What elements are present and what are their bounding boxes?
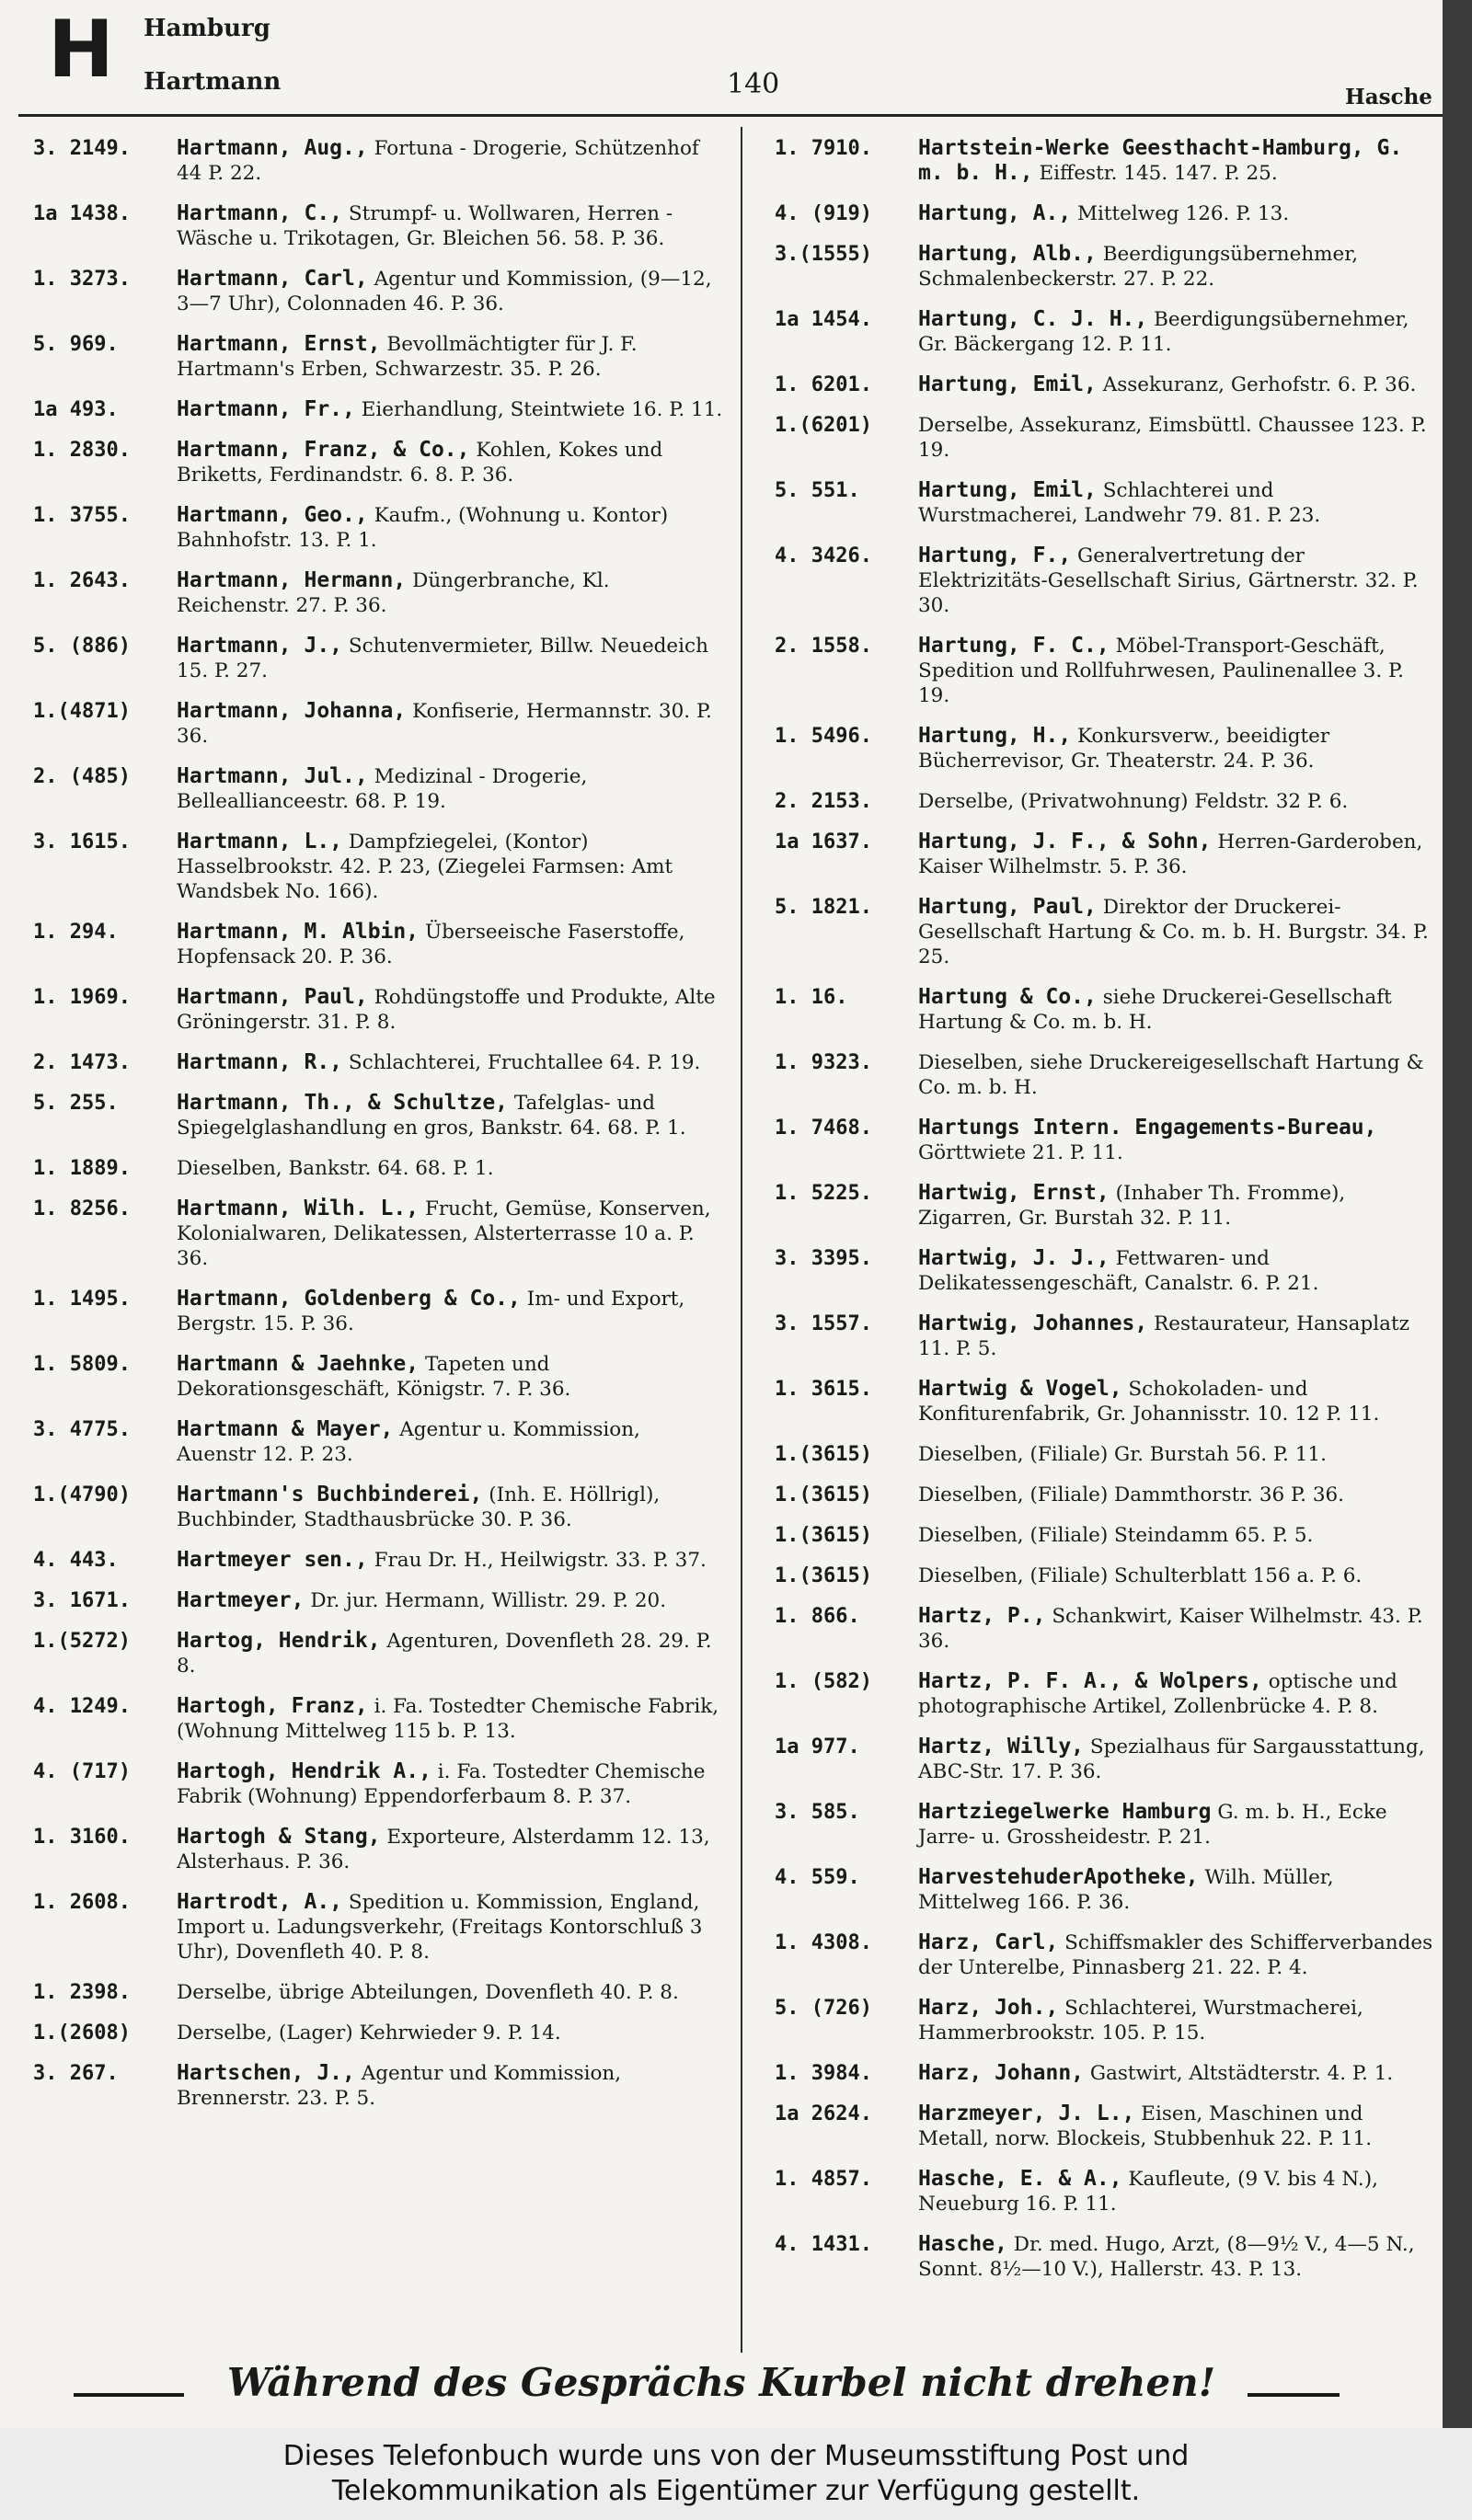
directory-entry [33,1156,723,1181]
phone-number: 4. 559. [775,1866,860,1889]
subscriber-name: Hartogh & Stang, [177,1825,381,1849]
subscriber-details: Möbel-Transport-Geschäft, Spedition und Rollfuhrwesen, Paulinenallee 3. P. 19. [918,635,1404,707]
directory-entry [775,372,1435,397]
subscriber-details: Schiffsmakler des Schifferverbandes der Unterelbe, Pinnasberg 21. 22. P. 4. [918,1931,1433,1979]
phone-number: 1.(4790) [33,1483,131,1506]
subscriber-details: Dieselben, Bankstr. 64. 68. P. 1. [177,1157,494,1180]
phone-number: 3. 1671. [33,1589,131,1612]
subscriber-details: Düngerbranche, Kl. Reichenstr. 27. P. 36. [177,569,610,617]
phone-number: 1. 5809. [33,1353,131,1376]
subscriber-details: Exporteure, Alsterdamm 12. 13, Alsterhaus. P. 36. [177,1826,710,1873]
subscriber-details: Eisen, Maschinen und Metall, norw. Blockeis, Stubbenhuk 22. P. 11. [918,2102,1373,2150]
page-number: 140 [727,68,780,100]
phone-number: 2. 1558. [775,635,872,658]
phone-number: 3. 1557. [775,1312,872,1335]
phone-number: 1. 866. [775,1605,860,1628]
subscriber-details: Fettwaren- und Delikatessengeschäft, Canalstr. 6. P. 21. [918,1247,1319,1295]
subscriber-name: Hartmann, R., [177,1050,343,1074]
directory-entry [775,1181,1435,1231]
subscriber-name: Hartmann, Jul., [177,764,368,788]
subscriber-name: Hartz, P., [918,1604,1046,1628]
directory-entry [33,634,723,683]
subscriber-name: Hartwig, J. J., [918,1246,1110,1270]
subscriber-details: Dr. jur. Hermann, Willistr. 29. P. 20. [310,1589,667,1612]
phone-number: 3. 1615. [33,830,131,853]
directory-entry [775,2167,1435,2216]
subscriber-details: Eiffestr. 145. 147. P. 25. [1039,162,1278,185]
directory-entry [775,1996,1435,2045]
phone-number: 3. 4775. [33,1418,131,1441]
phone-number: 4. 1249. [33,1695,131,1718]
directory-entry [775,242,1435,292]
subscriber-details: i. Fa. Tostedter Chemische Fabrik (Wohnung) Eppendorferbaum 8. P. 37. [177,1760,706,1808]
subscriber-name: Hartmann & Jaehnke, [177,1352,420,1376]
subscriber-details: Dieselben, siehe Druckereigesellschaft Hartung & Co. m. b. H. [918,1051,1424,1099]
phone-number: 1a 1637. [775,830,872,853]
header-rule [18,114,1443,117]
directory-entry [33,1759,723,1809]
directory-entry [775,1246,1435,1296]
phone-number: 3. 267. [33,2062,119,2085]
subscriber-name: Hartmann, Fr., [177,397,355,421]
subscriber-details: Tapeten und Dekorationsgeschäft, Königstr. 7. P. 36. [177,1353,571,1401]
footer-line-1: Dieses Telefonbuch wurde uns von der Museumsstiftung Post und [282,2440,1190,2472]
phone-number: 1a 977. [775,1735,860,1758]
subscriber-details: Dampfziegelei, (Kontor) Hasselbrookstr. 42. P. 23, (Ziegelei Farmsen: Amt Wandsbek No. 166). [177,830,673,903]
subscriber-name: Hartmann, Ernst, [177,332,381,356]
directory-entry [33,1694,723,1744]
subscriber-details: Wilh. Müller, Mittelweg 166. P. 36. [918,1866,1334,1914]
subscriber-details: (Inhaber Th. Fromme), Zigarren, Gr. Burstah 32. P. 11. [918,1182,1346,1230]
phone-number: 1. 3984. [775,2062,872,2085]
subscriber-name: Hartz, P. F. A., & Wolpers, [918,1669,1262,1693]
directory-entry [775,1604,1435,1654]
subscriber-name: Hartmann, Franz, & Co., [177,438,470,462]
subscriber-details: Schlachterei, Fruchtallee 64. P. 19. [348,1051,701,1074]
phone-number: 1. 8256. [33,1197,131,1220]
phone-number: 1. 3755. [33,504,131,527]
subscriber-name: Hartmann, Johanna, [177,699,407,723]
subscriber-name: Hartstein-Werke Geesthacht-Hamburg, G. m. b. H., [918,136,1403,185]
phone-number: 1. 2830. [33,439,131,462]
subscriber-name: Hartmann, J., [177,634,343,658]
phone-number: 4. 443. [33,1549,119,1572]
subscriber-details: Herren-Garderoben, Kaiser Wilhelmstr. 5. P. 36. [918,830,1423,878]
directory-entry [33,1091,723,1140]
directory-entry [33,568,723,618]
directory-entry [775,1564,1435,1588]
directory-entry [775,1050,1435,1100]
subscriber-details: Rohdüngstoffe und Produkte, Alte Gröningerstr. 31. P. 8. [177,986,716,1034]
subscriber-name: Hasche, [918,2232,1007,2256]
subscriber-name: Harz, Johann, [918,2061,1085,2085]
subscriber-name: Hartmann & Mayer, [177,1417,394,1441]
right-column [775,136,1435,2297]
directory-entry [33,2061,723,2111]
subscriber-details: Schlachterei, Wurstmacherei, Hammerbrookstr. 105. P. 15. [918,1997,1363,2045]
subscriber-details: Restaurateur, Hansaplatz 11. P. 5. [918,1312,1409,1360]
phone-number: 4. 1431. [775,2233,872,2256]
phone-number: 1. 2398. [33,1981,131,2004]
directory-entry [33,267,723,316]
directory-entry [775,830,1435,879]
phone-number: 4. (717) [33,1760,131,1783]
footer-line-2: Telekommunikation als Eigentümer zur Verfügung gestellt. [331,2475,1141,2507]
directory-entry [33,1629,723,1678]
subscriber-name: HarvestehuderApotheke, [918,1865,1199,1889]
phone-number: 5. 255. [33,1092,119,1115]
directory-entry [775,413,1435,463]
phone-number: 1.(3615) [775,1483,872,1506]
subscriber-name: Hartwig & Vogel, [918,1377,1122,1401]
directory-entry [775,1442,1435,1467]
subscriber-details: Bevollmächtigter für J. F. Hartmann's Erben, Schwarzestr. 35. P. 26. [177,333,638,381]
subscriber-details: Spezialhaus für Sargausstattung, ABC-Str. 17. P. 36. [918,1735,1425,1783]
subscriber-details: optische und photographische Artikel, Zollenbrücke 4. P. 8. [918,1670,1397,1718]
subscriber-details: Görttwiete 21. P. 11. [918,1141,1123,1164]
subscriber-name: Harz, Carl, [918,1930,1059,1954]
phone-number: 1. 294. [33,921,119,944]
subscriber-details: Beerdigungsübernehmer, Schmalenbeckerstr. 27. P. 22. [918,243,1359,291]
directory-entry [775,478,1435,528]
subscriber-details: Mittelweg 126. P. 13. [1077,202,1290,225]
phone-number: 5. 551. [775,479,860,502]
directory-entry [33,1050,723,1075]
directory-entry [33,503,723,553]
directory-entry [33,1287,723,1336]
phone-number: 1.(5272) [33,1630,131,1653]
directory-entry [775,1116,1435,1165]
subscriber-name: Hartziegelwerke Hamburg [918,1800,1212,1824]
subscriber-details: Schlachterei und Wurstmacherei, Landwehr 79. 81. P. 23. [918,479,1321,527]
phone-number: 1. 2643. [33,569,131,592]
subscriber-details: Agentur und Kommission, Brennerstr. 23. P. 5. [177,2062,622,2110]
subscriber-name: Harzmeyer, J. L., [918,2102,1135,2125]
subscriber-details: Agenturen, Dovenfleth 28. 29. P. 8. [177,1630,712,1678]
subscriber-name: Hartmann's Buchbinderei, [177,1483,483,1506]
directory-entry [33,985,723,1035]
directory-entry [33,699,723,749]
phone-number: 1. 3615. [775,1378,872,1401]
directory-entry [33,1890,723,1964]
phone-number: 1. 5225. [775,1182,872,1205]
phone-number: 3. 585. [775,1801,860,1824]
subscriber-details: Assekuranz, Gerhofstr. 6. P. 36. [1102,373,1417,396]
header-city: Hamburg [144,15,270,42]
directory-entry [775,201,1435,226]
subscriber-details: Fortuna - Drogerie, Schützenhof 44 P. 22. [177,137,699,185]
phone-number: 1.(3615) [775,1443,872,1466]
phone-number: 1. 4308. [775,1931,872,1954]
subscriber-name: Hartmeyer, [177,1588,305,1612]
subscriber-details: Derselbe, (Privatwohnung) Feldstr. 32 P. 6. [918,790,1349,813]
subscriber-details: Direktor der Druckerei-Gesellschaft Hartung & Co. m. b. H. Burgstr. 34. P. 25. [918,896,1429,968]
phone-number: 5. (726) [775,1997,872,2020]
subscriber-name: Hartmann, C., [177,201,343,225]
phone-number: 1. 16. [775,986,848,1009]
subscriber-details: Konfiserie, Hermannstr. 30. P. 36. [177,700,712,748]
subscriber-name: Hartwig, Ernst, [918,1181,1110,1205]
subscriber-details: Medizinal - Drogerie, Belleallianceestr. 68. P. 19. [177,765,588,813]
subscriber-name: Hartogh, Hendrik A., [177,1759,431,1783]
phone-number: 2. 2153. [775,790,872,813]
subscriber-name: Harz, Joh., [918,1996,1059,2020]
directory-entry [33,397,723,422]
subscriber-name: Hartmann, Paul, [177,985,368,1009]
subscriber-name: Hartung, F., [918,544,1072,567]
phone-number: 3.(1555) [775,243,872,266]
directory-entry [33,2021,723,2045]
directory-entry [775,136,1435,186]
phone-number: 1. 7910. [775,137,872,160]
subscriber-name: Hartmann, Carl, [177,267,368,291]
subscriber-name: Hartwig, Johannes, [918,1312,1148,1335]
directory-entry [33,1548,723,1573]
subscriber-name: Hartmann, Aug., [177,136,368,160]
subscriber-details: (Inh. E. Höllrigl), Buchbinder, Stadthausbrücke 30. P. 36. [177,1483,661,1531]
phone-number: 1. 9323. [775,1051,872,1074]
subscriber-details: i. Fa. Tostedter Chemische Fabrik, (Wohnung Mittelweg 115 b. P. 13. [177,1695,719,1743]
subscriber-details: Gastwirt, Altstädterstr. 4. P. 1. [1089,2062,1394,2085]
left-column [33,136,723,2126]
subscriber-name: Hartung, F. C., [918,634,1110,658]
phone-number: 1. 7468. [775,1117,872,1140]
subscriber-details: Tafelglas- und Spiegelglashandlung en gros, Bankstr. 64. 68. P. 1. [177,1092,686,1140]
subscriber-name: Hartz, Willy, [918,1735,1085,1758]
subscriber-name: Hartmann, Geo., [177,503,368,527]
subscriber-name: Hartmann, Th., & Schultze, [177,1091,509,1115]
directory-entry [775,2061,1435,2086]
subscriber-name: Hartmann, L., [177,830,343,853]
directory-entry [33,764,723,814]
subscriber-details: Dieselben, (Filiale) Schulterblatt 156 a. P. 6. [918,1564,1363,1587]
directory-entry [33,830,723,904]
subscriber-name: Hartmann, M. Albin, [177,920,420,944]
directory-entry [775,1523,1435,1548]
subscriber-details: Dieselben, (Filiale) Dammthorstr. 36 P. 36. [918,1483,1345,1506]
subscriber-name: Hartmann, Goldenberg & Co., [177,1287,521,1311]
phone-number: 1a 1454. [775,308,872,331]
subscriber-name: Hartung, Alb., [918,242,1097,266]
phone-number: 1. 3273. [33,268,131,291]
directory-entry [33,1980,723,2005]
header-first-name: Hartmann [144,68,282,96]
phone-number: 5. (886) [33,635,131,658]
subscriber-name: Hartung, Emil, [918,478,1097,502]
subscriber-details: Schankwirt, Kaiser Wilhelmstr. 43. P. 36. [918,1605,1423,1653]
subscriber-details: Agentur u. Kommission, Auenstr 12. P. 23. [177,1418,640,1466]
directory-entry [33,1483,723,1532]
phone-number: 1. 4857. [775,2168,872,2191]
subscriber-name: Hartung, A., [918,201,1072,225]
subscriber-name: Hartog, Hendrik, [177,1629,381,1653]
directory-entry [775,1800,1435,1850]
section-letter: H [48,4,114,96]
subscriber-name: Hartung, Paul, [918,895,1097,919]
phone-number: 4. 3426. [775,544,872,567]
footer-caption [0,2439,1472,2509]
phone-number: 2. (485) [33,765,131,788]
phone-number: 1a 493. [33,398,119,421]
phone-number: 5. 1821. [775,896,872,919]
subscriber-details: Konkursverw., beeidigter Bücherrevisor, Gr. Theaterstr. 24. P. 36. [918,725,1330,773]
phone-number: 5. 969. [33,333,119,356]
subscriber-details: Überseeische Faserstoffe, Hopfensack 20. P. 36. [177,921,685,968]
header-last-name: Hasche [1345,85,1432,109]
directory-entry [33,136,723,186]
subscriber-name: Hartmann, Hermann, [177,568,407,592]
phone-number: 4. (919) [775,202,872,225]
directory-entry [775,1483,1435,1507]
subscriber-name: Hartung, J. F., & Sohn, [918,830,1212,853]
directory-entry [775,1312,1435,1361]
subscriber-details: Strumpf- u. Wollwaren, Herren - Wäsche u. Trikotagen, Gr. Bleichen 56. 58. P. 36. [177,202,673,250]
subscriber-details: siehe Druckerei-Gesellschaft Hartung & Co. m. b. H. [918,986,1392,1034]
directory-entry [33,201,723,251]
phone-number: 1. 1495. [33,1288,131,1311]
subscriber-details: G. m. b. H., Ecke Jarre- u. Grossheidestr. P. 21. [918,1801,1387,1849]
subscriber-details: Schokoladen- und Konfiturenfabrik, Gr. Johannisstr. 10. 12 P. 11. [918,1378,1380,1426]
directory-entry [33,1825,723,1874]
phone-number: 1.(2608) [33,2022,131,2045]
phone-number: 1. 5496. [775,725,872,748]
subscriber-details: Kaufm., (Wohnung u. Kontor) Bahnhofstr. 13. P. 1. [177,504,669,552]
subscriber-name: Hartung, C. J. H., [918,307,1148,331]
directory-entry [775,1865,1435,1915]
subscriber-details: Derselbe, (Lager) Kehrwieder 9. P. 14. [177,2022,561,2045]
subscriber-details: Derselbe, übrige Abteilungen, Dovenfleth 40. P. 8. [177,1981,679,2004]
phone-number: 1. 2608. [33,1891,131,1914]
subscriber-name: Hartung, H., [918,724,1072,748]
page-edge-strip [1443,0,1472,2428]
subscriber-details: Im- und Export, Bergstr. 15. P. 36. [177,1288,685,1335]
subscriber-name: Hartrodt, A., [177,1890,343,1914]
subscriber-name: Hartung, Emil, [918,372,1097,396]
directory-entry [775,985,1435,1035]
subscriber-details: Derselbe, Assekuranz, Eimsbüttl. Chaussee 123. P. 19. [918,414,1427,462]
notice-rule-right [1248,2393,1340,2397]
directory-entry [775,1669,1435,1719]
subscriber-details: Dieselben, (Filiale) Gr. Burstah 56. P. 11. [918,1443,1327,1466]
phone-number: 1a 2624. [775,2102,872,2125]
directory-entry [775,1930,1435,1980]
phone-number: 1a 1438. [33,202,131,225]
directory-entry [775,544,1435,618]
directory-entry [775,1735,1435,1784]
directory-entry [33,438,723,487]
subscriber-details: Generalvertretung der Elektrizitäts-Gesellschaft Sirius, Gärtnerstr. 32. P. 30. [918,544,1419,617]
subscriber-details: Dr. med. Hugo, Arzt, (8—9½ V., 4—5 N., Sonnt. 8½—10 V.), Hallerstr. 43. P. 13. [918,2233,1415,2281]
directory-entry [775,724,1435,773]
directory-entry [775,2102,1435,2151]
subscriber-details: Schutenvermieter, Billw. Neuedeich 15. P. 27. [177,635,708,682]
phone-number: 1.(6201) [775,414,872,437]
subscriber-details: Beerdigungsübernehmer, Gr. Bäckergang 12. P. 11. [918,308,1409,356]
subscriber-details: Kohlen, Kokes und Briketts, Ferdinandstr. 6. 8. P. 36. [177,439,663,487]
directory-entry [33,920,723,969]
phone-number: 1. (582) [775,1670,872,1693]
phone-number: 1. 3160. [33,1826,131,1849]
subscriber-name: Hartung & Co., [918,985,1097,1009]
subscriber-details: Agentur und Kommission, (9—12, 3—7 Uhr), Colonnaden 46. P. 36. [177,268,712,315]
directory-entry [775,895,1435,969]
phone-number: 1.(3615) [775,1564,872,1587]
phone-number: 3. 2149. [33,137,131,160]
phone-number: 1. 6201. [775,373,872,396]
subscriber-name: Hartmann, Wilh. L., [177,1197,420,1220]
subscriber-details: Kaufleute, (9 V. bis 4 N.), Neueburg 16. P. 11. [918,2168,1378,2216]
subscriber-details: Spedition u. Kommission, England, Import u. Ladungsverkehr, (Freitags Kontorschluß 3 Uhr), Dovenfleth 40. P. 8. [177,1891,703,1964]
directory-entry [33,1197,723,1271]
directory-entry [33,1352,723,1402]
subscriber-name: Hartmeyer sen., [177,1548,368,1572]
subscriber-name: Hartungs Intern. Engagements-Bureau, [918,1116,1377,1140]
subscriber-name: Hartschen, J., [177,2061,355,2085]
directory-entry [33,1417,723,1467]
directory-entry [775,307,1435,357]
phone-number: 1. 1969. [33,986,131,1009]
phone-number: 2. 1473. [33,1051,131,1074]
subscriber-name: Hartogh, Franz, [177,1694,368,1718]
phone-number: 3. 3395. [775,1247,872,1270]
phone-number: 1. 1889. [33,1157,131,1180]
directory-entry [775,789,1435,814]
directory-entry [33,332,723,382]
column-divider [741,127,742,2353]
subscriber-details: Dieselben, (Filiale) Steindamm 65. P. 5. [918,1524,1314,1547]
subscriber-details: Frucht, Gemüse, Konserven, Kolonialwaren, Delikatessen, Alsterterrasse 10 a. P. 36. [177,1197,711,1270]
directory-entry [775,2232,1435,2282]
directory-entry [775,1377,1435,1426]
directory-entry [775,634,1435,708]
subscriber-name: Hasche, E. & A., [918,2167,1122,2191]
subscriber-details: Frau Dr. H., Heilwigstr. 33. P. 37. [374,1549,707,1572]
phone-number: 1.(3615) [775,1524,872,1547]
directory-entry [33,1588,723,1613]
subscriber-details: Eierhandlung, Steintwiete 16. P. 11. [361,398,723,421]
phone-number: 1.(4871) [33,700,131,723]
crank-notice: Während des Gesprächs Kurbel nicht drehen! [226,2360,1216,2405]
